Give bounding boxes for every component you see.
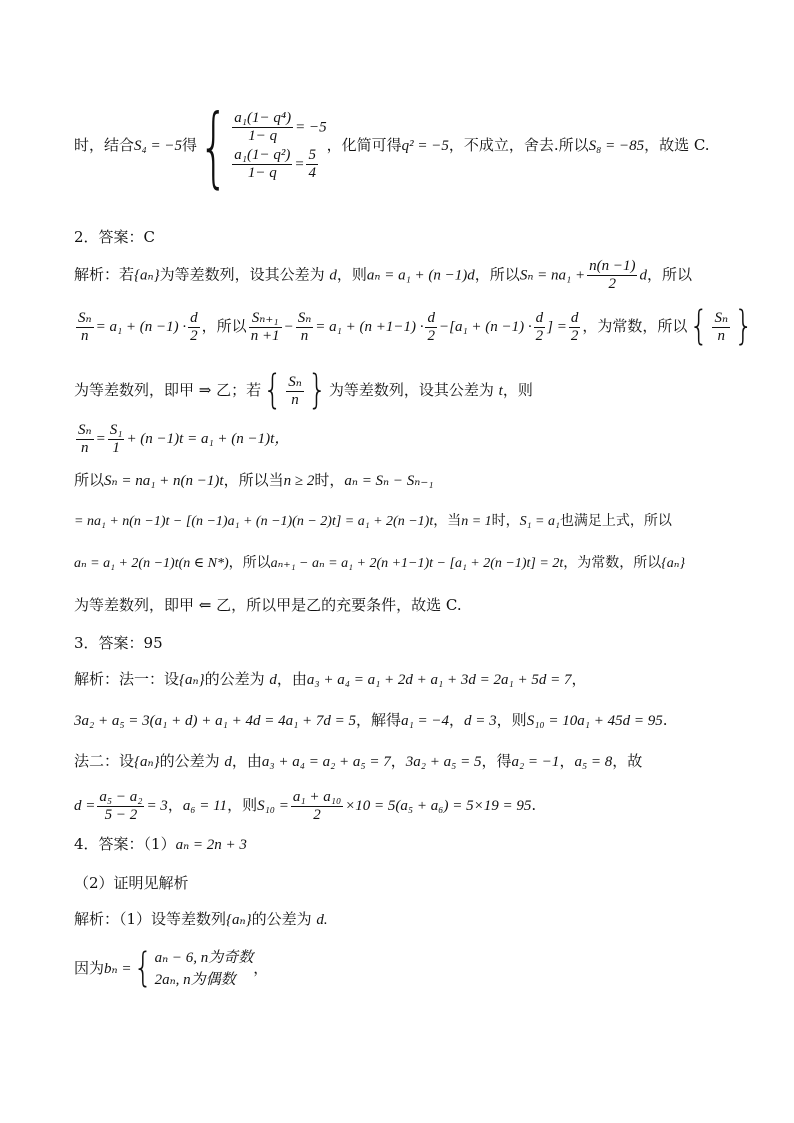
text: ，所以 (201, 317, 247, 335)
text: . (662, 711, 668, 729)
text: ，为常数，所以 (563, 555, 662, 571)
formula: aₙ₊₁ − aₙ = a₁ + 2(n +1−1)t − [a₁ + 2(n −1)t] = 2t (270, 556, 564, 571)
text: 解析：（1）设等差数列 (74, 910, 227, 928)
formula: = 3 (146, 798, 168, 814)
left-brace: { (689, 302, 709, 350)
fraction-numerator: d (427, 309, 435, 326)
text: ，所以 (474, 265, 520, 284)
fraction-numerator: Sₙ (297, 309, 312, 326)
formula: a₁ = −4 (401, 713, 450, 729)
fraction-denominator: n +1 (250, 327, 280, 344)
formula: aₙ = a₁ + (n −1)d (366, 267, 475, 284)
fraction-numerator: a₁ + a₁₀ (292, 788, 342, 805)
fraction-numerator: Sₙ (714, 309, 729, 326)
fraction-numerator: n(n −1) (589, 258, 636, 274)
formula: d (269, 672, 277, 688)
fraction-denominator: 1 (112, 439, 120, 456)
text: 解析：若 (74, 265, 135, 284)
fraction-denominator: n (300, 327, 309, 344)
text: ， (253, 959, 269, 977)
text: 解析：法一：设 (74, 670, 180, 688)
fraction-denominator: n (291, 391, 299, 408)
formula: aₙ = a₁ + 2(n −1)t(n ∈ N*) (74, 556, 229, 571)
text: ，为常数，所以 (582, 317, 688, 335)
q1-conclusion-line (74, 94, 710, 198)
text: ，则 (502, 381, 533, 399)
q3-line-3 (74, 751, 642, 772)
q4-answer (74, 834, 247, 855)
fraction-denominator: 2 (535, 327, 544, 344)
text: 法二：设 (74, 752, 135, 770)
formula: ] = (547, 319, 567, 335)
fraction-numerator: a₅ − a₂ (99, 788, 143, 805)
q2-line-4: $\frac{\text{Sₙ}}{n}$ = $\frac{\text{S₁}}{1}$ + (n −1)t = a₁ + (n −1)t， (78, 421, 290, 456)
equation-system (230, 108, 326, 184)
formula: − (283, 319, 294, 335)
q2-line-1 (74, 258, 692, 293)
text: ，故 (612, 752, 643, 770)
text: ，则 (227, 796, 258, 814)
formula: d. (316, 912, 328, 928)
text: ，得 (481, 752, 512, 770)
text: ，则 (336, 265, 367, 284)
formula: 3a₂ + a₅ = 3(a₁ + d) + a₁ + 4d = 4a₁ + 7d = 5 (74, 713, 357, 729)
text: . (531, 796, 537, 814)
text: ，由 (276, 670, 307, 688)
q2-line-3 (74, 368, 533, 414)
text: 时， (314, 471, 345, 489)
formula: S₁₀ = (257, 798, 289, 814)
formula: {aₙ} (134, 754, 160, 770)
formula: 3a₂ + a₅ = 5 (405, 754, 482, 770)
fraction-numerator: Sₙ₊₁ (249, 310, 282, 328)
formula: Sₙ = na₁ + n(n −1)t (104, 473, 224, 489)
q3-line-2 (74, 710, 667, 731)
text: 的公差为 (251, 910, 317, 928)
text: 得 (181, 136, 197, 154)
fraction-denominator: 2 (608, 276, 617, 292)
left-brace: { (263, 366, 283, 414)
q3-line-4 (74, 785, 536, 826)
formula: a₂ = −1 (511, 754, 560, 770)
text: 4．答案：（1） (74, 835, 176, 853)
q4-line-2 (74, 946, 268, 992)
fraction-numerator: d (535, 309, 544, 326)
formula: {aₙ} (134, 267, 160, 284)
formula: S₄ = −5 (134, 138, 182, 154)
formula: = a₁ + (n −1) · (95, 319, 187, 335)
formula: + (n −1)t = a₁ + (n −1)t， (126, 431, 290, 447)
fraction-numerator: d (190, 309, 198, 326)
q3-answer: 3．答案：95 (74, 634, 163, 652)
text: ，解得 (356, 711, 402, 729)
text: ，则 (496, 711, 527, 729)
text: ，所以 (228, 555, 271, 571)
formula: t (498, 383, 503, 399)
fraction-numerator: Sₙ (288, 373, 302, 390)
text: ，所以 (646, 265, 692, 284)
formula: n ≥ 2 (283, 473, 315, 489)
q2-line-2 (74, 304, 755, 350)
fraction-numerator: d (570, 309, 579, 326)
fraction-denominator: 5 − 2 (104, 806, 138, 823)
formula: {aₙ} (661, 556, 686, 571)
fraction-denominator: 4 (308, 165, 316, 181)
formula: {aₙ} (226, 912, 252, 928)
q2-line-8: 为等差数列，即甲 ⇐ 乙，所以甲是乙的充要条件，故选 C. (74, 596, 462, 614)
text: ，不成立，舍去.所以 (448, 136, 589, 154)
formula: d (329, 267, 337, 284)
text: 为等差数列，设其公差为 (328, 381, 499, 399)
formula: d (224, 754, 232, 770)
text: 时， (491, 513, 520, 529)
formula: Sₙ = na₁ + (519, 267, 586, 284)
text: ， (571, 670, 587, 688)
text: 的公差为 (204, 670, 270, 688)
piecewise (155, 946, 254, 992)
q2-answer: 2．答案：C (74, 228, 156, 246)
right-brace: } (307, 366, 327, 414)
fraction-denominator: 1− q (248, 128, 278, 144)
formula: d = 3 (464, 713, 497, 729)
formula: aₙ = Sₙ − Sₙ₋₁ (344, 473, 434, 489)
text: 时，结合 (74, 136, 135, 154)
q2-line-7 (74, 553, 685, 574)
text: ， (390, 752, 406, 770)
text: ，所以当 (223, 471, 284, 489)
fraction-denominator: n (81, 327, 89, 344)
formula: d (639, 267, 647, 284)
formula: bₙ = (104, 961, 132, 977)
q2-line-5 (74, 470, 433, 491)
text: 为等差数列，设其公差为 (159, 265, 330, 284)
fraction-denominator: n (81, 439, 89, 456)
formula: = na₁ + n(n −1)t − [(n −1)a₁ + (n −1)(n − 2)t] = a₁ + 2(n −1)t (74, 514, 434, 529)
formula: ×10 = 5(a₅ + a₆) = 5×19 = 95 (345, 798, 532, 814)
fraction-denominator: 2 (427, 327, 435, 344)
q2-line-6 (74, 511, 672, 532)
fraction-numerator: S₁ (109, 421, 123, 438)
piecewise-row: aₙ − 6, n为奇数 (154, 950, 254, 966)
fraction-numerator: a₁(1− q⁴) (234, 110, 292, 126)
formula: = a₁ + (n +1−1) · (315, 319, 424, 335)
fraction-denominator: n (717, 327, 726, 344)
text: ，化简可得 (326, 136, 402, 154)
q4-part2: （2）证明见解析 (74, 874, 189, 892)
text: ，故选 C. (644, 136, 710, 154)
piecewise-row: 2aₙ, n为偶数 (154, 972, 236, 988)
formula: = −5 (295, 119, 327, 136)
text: ， (167, 796, 183, 814)
fraction-denominator: 1− q (247, 165, 277, 181)
text: 因为 (74, 959, 105, 977)
text: ， (449, 711, 465, 729)
text: ，当 (433, 513, 462, 529)
text: ，由 (231, 752, 262, 770)
fraction-numerator: Sₙ (78, 309, 92, 326)
formula: aₙ = 2n + 3 (175, 837, 247, 853)
fraction-denominator: 2 (570, 327, 579, 344)
formula: a₆ = 11 (182, 798, 228, 814)
fraction-numerator: 5 (308, 147, 316, 163)
formula: a₃ + a₄ = a₁ + 2d + a₁ + 3d = 2a₁ + 5d = 7 (306, 672, 572, 688)
left-brace: { (133, 944, 153, 992)
text: 也满足上式，所以 (559, 513, 672, 529)
formula: a₃ + a₄ = a₂ + a₅ = 7 (261, 754, 391, 770)
text: ， (559, 752, 575, 770)
q4-line-1 (74, 909, 328, 930)
formula: q² = −5 (401, 138, 449, 154)
fraction-numerator: a₁(1− q²) (234, 147, 291, 163)
formula: −[a₁ + (n −1) · (438, 319, 532, 335)
formula: a₅ = 8 (574, 754, 613, 770)
fraction-denominator: 2 (313, 806, 321, 823)
left-brace: { (199, 94, 229, 198)
formula: S₁₀ = 10a₁ + 45d = 95 (526, 713, 663, 729)
text: 的公差为 (159, 752, 225, 770)
fraction-denominator: 2 (190, 327, 198, 344)
formula: = (294, 156, 305, 173)
right-brace: } (734, 302, 754, 350)
formula: S₈ = −85 (588, 138, 645, 154)
text: 所以 (74, 471, 105, 489)
formula: d = (74, 798, 96, 814)
q3-line-1 (74, 669, 586, 690)
text: 为等差数列，即甲 ⇒ 乙；若 (74, 381, 262, 399)
fraction-numerator: Sₙ (78, 421, 92, 438)
formula: S₁ = a₁ (519, 514, 560, 529)
formula: n = 1 (461, 514, 492, 529)
formula: {aₙ} (179, 672, 205, 688)
